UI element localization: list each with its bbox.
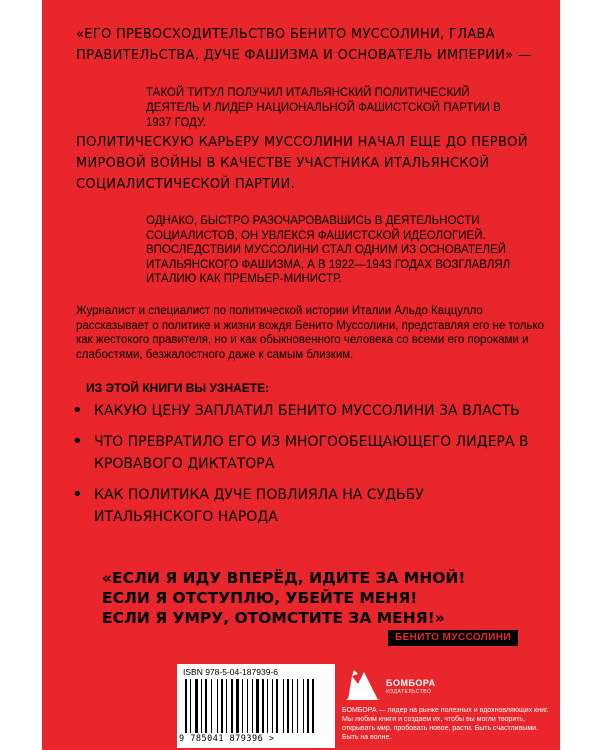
learn-item — [72, 431, 542, 475]
barcode-bar — [272, 679, 273, 733]
bullet-dot-icon: • — [72, 400, 83, 421]
mussolini-quote — [102, 568, 542, 628]
barcode-bar — [297, 679, 298, 733]
learn-item — [72, 484, 542, 528]
book-back-cover — [42, 0, 560, 750]
learn-list — [72, 400, 542, 537]
barcode-bar — [262, 679, 264, 733]
barcode-bar — [201, 679, 202, 733]
career-paragraph: ОДНАКО, БЫСТРО РАЗОЧАРОВАВШИСЬ В ДЕЯТЕЛЬНОСТИ СОЦИАЛИСТОВ, ОН УВЛЕКСЯ ФАШИСТСКОЙ ИДЕОЛОГИЕЙ. ВПОСЛЕДСТВИИ МУССОЛИНИ СТАЛ ОДНИМ ИЗ ОСНОВАТЕЛЕЙ ИТАЛЬЯНСКОГО ФАШИЗМА, А В 1922—1943 ГОДАХ ВОЗГЛАВЛЯЛ ИТАЛИЮ КАК ПРЕМЬЕР-МИНИСТР. — [146, 215, 511, 285]
barcode-bar — [256, 679, 259, 733]
barcode-bar — [205, 679, 207, 733]
barcode-bar — [274, 679, 275, 733]
barcode-bar — [211, 679, 212, 733]
career-heading: ПОЛИТИЧЕСКУЮ КАРЬЕРУ МУССОЛИНИ НАЧАЛ ЕЩЕ ДО ПЕРВОЙ МИРОВОЙ ВОЙНЫ В КАЧЕСТВЕ УЧАСТНИКА ИТАЛЬЯНСКОЙ СОЦИАЛИСТИЧЕСКОЙ ПАРТИИ. — [76, 135, 528, 192]
barcode-bar — [285, 679, 286, 733]
barcode-bar — [307, 679, 309, 733]
learn-item-text: ЧТО ПРЕВРАТИЛО ЕГО ИЗ МНОГООБЕЩАЮЩЕГО ЛИДЕРА В КРОВАВОГО ДИКТАТОРА — [94, 434, 529, 472]
barcode-bar — [249, 679, 251, 733]
barcode-bar — [217, 679, 218, 733]
publisher-blurb: БОМБОРА — лидер на рынке полезных и вдохновляющих книг. Мы любим книги и создаем их, чтобы вы могли творить, открывать мир, пробовать новое, расти. Быть счастливыми. Быть на волне. — [342, 707, 549, 741]
barcode-bar — [269, 679, 271, 733]
bullet-dot-icon: • — [72, 431, 83, 452]
bullet-dot-icon: • — [72, 484, 83, 505]
barcode-bar — [203, 679, 204, 733]
quote-line: «ЕСЛИ Я ИДУ ВПЕРЁД, ИДИТЕ ЗА МНОЙ! — [102, 569, 466, 587]
barcode-bar — [303, 679, 304, 733]
barcode-bar — [190, 679, 191, 733]
barcode-bar — [260, 679, 261, 733]
barcode-bar — [228, 679, 230, 733]
barcode-bar — [208, 679, 210, 733]
barcode-bar — [188, 679, 189, 733]
learn-item-text: КАК ПОЛИТИКА ДУЧЕ ПОВЛИЯЛА НА СУДЬБУ ИТАЛЬЯНСКОГО НАРОДА — [94, 487, 424, 525]
barcode-bar — [287, 679, 289, 733]
barcode-bar — [292, 679, 293, 733]
barcode-digits: 9 785041 879396 > — [179, 734, 275, 744]
barcode-bar — [252, 679, 253, 733]
learn-title: ИЗ ЭТОЙ КНИГИ ВЫ УЗНАЕТЕ: — [86, 381, 270, 395]
barcode-bar — [185, 679, 187, 733]
barcode-bar — [221, 679, 223, 733]
barcode-bar — [213, 679, 216, 733]
barcode-bar — [305, 679, 306, 733]
opening-quote: «ЕГО ПРЕВОСХОДИТЕЛЬСТВО БЕНИТО МУССОЛИНИ, ГЛАВА ПРАВИТЕЛЬСТВА, ДУЧЕ ФАШИЗМА И ОСНОВАТЕЛЬ ИМПЕРИИ» — — [76, 27, 532, 63]
barcode-bar — [279, 679, 282, 733]
barcode-bar — [192, 679, 194, 733]
learn-item — [72, 400, 542, 422]
barcode-bar — [265, 679, 266, 733]
barcode-bar — [224, 679, 225, 733]
quote-line: ЕСЛИ Я ОТСТУПЛЮ, УБЕЙТЕ МЕНЯ! — [102, 589, 418, 607]
publisher-subtitle: ИЗДАТЕЛЬСТВО — [386, 689, 432, 695]
barcode-bar — [195, 679, 198, 733]
barcode-bar — [240, 679, 241, 733]
barcode-bar — [276, 679, 278, 733]
title-description: ТАКОЙ ТИТУЛ ПОЛУЧИЛ ИТАЛЬЯНСКИЙ ПОЛИТИЧЕСКИЙ ДЕЯТЕЛЬ И ЛИДЕР НАЦИОНАЛЬНОЙ ФАШИСТСКОЙ ПАРТИИ В 1937 ГОДУ. — [146, 87, 501, 129]
isbn-text: ISBN 978-5-04-187939-6 — [183, 667, 278, 677]
barcode-bar — [299, 679, 302, 733]
barcode-bar — [310, 679, 311, 733]
barcode-bar — [283, 679, 284, 733]
barcode-bars — [185, 679, 327, 733]
barcode-bar — [294, 679, 296, 733]
barcode-bar — [226, 679, 227, 733]
learn-item-text: КАКУЮ ЦЕНУ ЗАПЛАТИЛ БЕНИТО МУССОЛИНИ ЗА ВЛАСТЬ — [94, 403, 520, 419]
barcode-bar — [254, 679, 255, 733]
barcode-bar — [267, 679, 268, 733]
barcode-bar — [199, 679, 200, 733]
barcode-bar — [231, 679, 233, 733]
publisher-name: БОМБОРА — [386, 678, 436, 688]
barcode-bar — [234, 679, 235, 733]
barcode-bar — [290, 679, 291, 733]
barcode-bar — [242, 679, 243, 733]
barcode-bar — [312, 679, 314, 733]
barcode-bar — [219, 679, 220, 733]
quote-line: ЕСЛИ Я УМРУ, ОТОМСТИТЕ ЗА МЕНЯ!» — [102, 609, 445, 627]
barcode-bar — [236, 679, 239, 733]
isbn-barcode — [177, 664, 335, 748]
quote-author-label: БЕНИТО МУССОЛИНИ — [388, 630, 518, 646]
barcode-bar — [244, 679, 246, 733]
author-annotation: Журналист и специалист по политической истории Италии Альдо Каццулло рассказывает о политике и жизни вождя Бенито Муссолини, представляя его не только как жестокого правителя, но и как обыкновенного человека со всеми его пороками и слабостями, безжалостного даже к самым близким. — [76, 305, 545, 361]
barcode-bar — [247, 679, 248, 733]
